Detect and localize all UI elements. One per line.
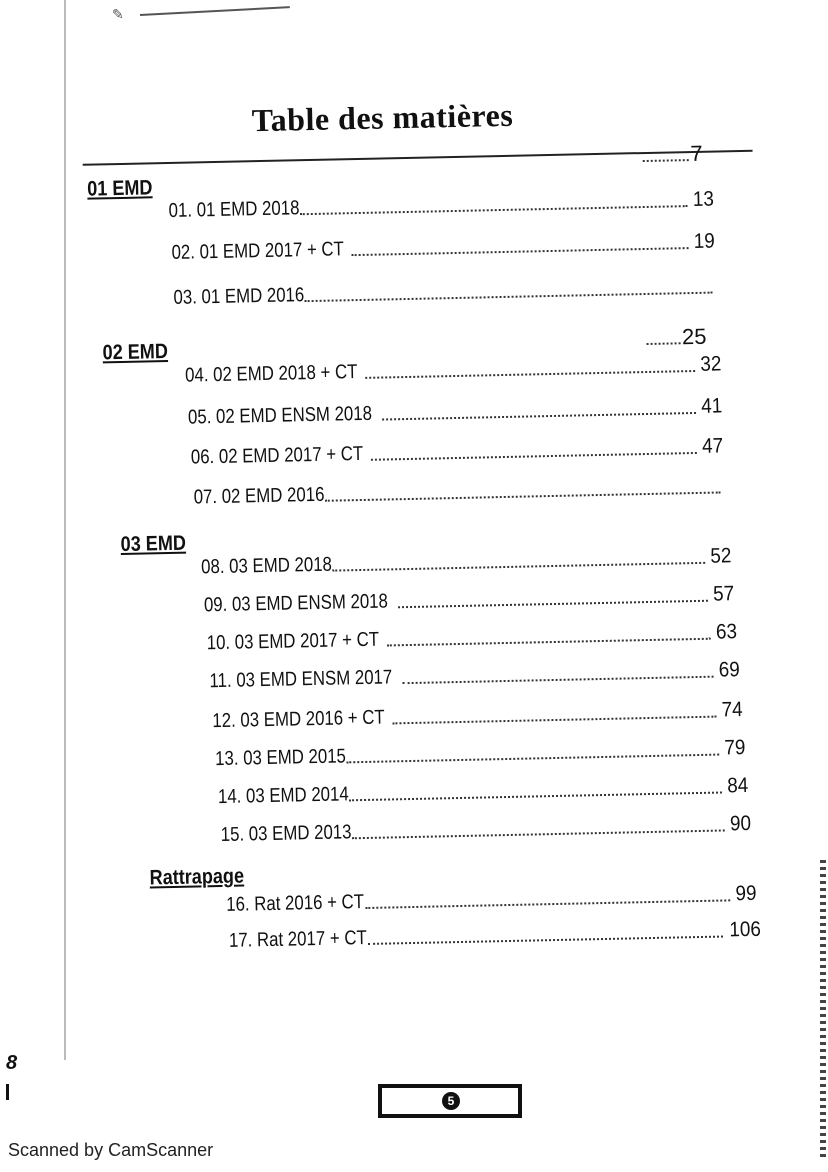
- toc-entry[interactable]: [209, 658, 739, 693]
- toc-entry-page: 74: [720, 698, 743, 722]
- toc-entry[interactable]: [193, 474, 723, 509]
- section-page[interactable]: [646, 324, 707, 351]
- toc-entry[interactable]: [191, 434, 723, 469]
- toc-entry-page: 19: [693, 229, 715, 253]
- toc-entry-label: 05. 02 EMD ENSM 2018: [187, 402, 373, 429]
- toc-entry-label: 10. 03 EMD 2017 + CT: [206, 628, 380, 655]
- toc-entry[interactable]: [206, 620, 736, 655]
- toc-entry-label: 14. 03 EMD 2014: [217, 783, 349, 809]
- toc-entry-page: 52: [709, 544, 732, 568]
- dot-leader: [352, 247, 688, 256]
- toc-entry-label: 04. 02 EMD 2018 + CT: [184, 361, 358, 387]
- toc-entry-page: 69: [718, 658, 740, 682]
- margin-bar: [6, 1084, 9, 1100]
- toc-entry-label: 03. 01 EMD 2016: [173, 284, 305, 309]
- dot-leader: [324, 491, 720, 501]
- toc-entry[interactable]: [229, 918, 761, 953]
- dot-leader: [365, 899, 730, 909]
- toc-entry[interactable]: [201, 544, 731, 579]
- dot-leader: [647, 342, 681, 345]
- dot-leader: [332, 562, 705, 572]
- toc-entry[interactable]: [168, 188, 713, 223]
- toc-entry-label: 01. 01 EMD 2018: [168, 197, 300, 222]
- toc-entry[interactable]: [218, 774, 748, 809]
- page-number: 5: [442, 1092, 460, 1110]
- page-right-edge: [820, 860, 826, 1160]
- toc-entry[interactable]: [221, 812, 751, 847]
- toc-entry-label: 12. 03 EMD 2016 + CT: [212, 706, 385, 733]
- page-title: Table des matières: [251, 96, 514, 139]
- toc-entry-page: 13: [692, 187, 714, 211]
- toc-entry-label: 09. 03 EMD ENSM 2018: [203, 590, 389, 617]
- toc-entry[interactable]: [215, 736, 745, 771]
- toc-entry-page: 90: [729, 811, 751, 836]
- section-page[interactable]: [642, 141, 703, 168]
- section-heading[interactable]: Rattrapage: [149, 864, 245, 890]
- toc-entry-label: 16. Rat 2016 + CT: [226, 891, 365, 916]
- section-heading[interactable]: 02 EMD: [102, 340, 169, 365]
- dot-leader: [351, 829, 724, 839]
- toc-entry-page: 63: [715, 620, 737, 644]
- toc-entry[interactable]: [185, 352, 721, 387]
- dot-leader: [368, 936, 723, 945]
- dot-leader: [643, 159, 689, 162]
- toc-entry-page: 99: [734, 881, 757, 906]
- section-page-number: 7: [690, 140, 703, 167]
- toc-entry-page: 84: [726, 773, 749, 798]
- toc-entry-label: 13. 03 EMD 2015: [214, 745, 347, 771]
- toc-entry-page: 106: [729, 917, 762, 942]
- toc-entry-page: 47: [701, 434, 723, 458]
- dot-leader: [346, 754, 719, 764]
- toc-entry[interactable]: [204, 582, 734, 617]
- dot-leader: [299, 205, 687, 215]
- toc-entry-label: 17. Rat 2017 + CT: [228, 926, 367, 952]
- toc-entry-page: 41: [700, 394, 723, 418]
- scan-edge-top: [140, 6, 290, 16]
- toc-entry-label: 02. 01 EMD 2017 + CT: [171, 238, 345, 264]
- toc-entry-label: 08. 03 EMD 2018: [200, 553, 333, 579]
- scanner-watermark: Scanned by CamScanner: [8, 1140, 214, 1160]
- toc-entry[interactable]: [226, 882, 756, 917]
- toc-entry-label: 11. 03 EMD ENSM 2017: [209, 666, 393, 693]
- section-heading[interactable]: 03 EMD: [120, 531, 187, 557]
- toc-entry-label: 06. 02 EMD 2017 + CT: [190, 442, 364, 469]
- toc-entry[interactable]: [212, 698, 742, 733]
- toc-entry[interactable]: [171, 230, 714, 265]
- dot-leader: [387, 638, 711, 647]
- dot-leader: [365, 370, 695, 379]
- section-heading[interactable]: 01 EMD: [86, 176, 153, 201]
- scan-mark: ✎: [112, 6, 124, 22]
- dot-leader: [371, 452, 697, 461]
- toc-entry-page: 57: [712, 582, 735, 606]
- dot-leader: [398, 600, 708, 608]
- toc-entry[interactable]: [173, 275, 715, 310]
- dot-leader: [349, 792, 722, 802]
- dot-leader: [382, 412, 696, 421]
- toc-entry[interactable]: [188, 394, 722, 429]
- toc-entry-page: 79: [723, 736, 746, 760]
- toc-page: [70, 22, 781, 1066]
- toc-entry-label: 15. 03 EMD 2013: [220, 821, 352, 847]
- margin-mark: 8: [6, 1052, 18, 1074]
- section-page-number: 25: [681, 323, 707, 350]
- toc-entry-page: 32: [699, 352, 722, 376]
- page-left-edge: [64, 0, 66, 1060]
- toc-entry-label: 07. 02 EMD 2016: [193, 483, 325, 509]
- dot-leader: [393, 716, 717, 725]
- dot-leader: [304, 292, 712, 303]
- page-number-box: [378, 1084, 522, 1118]
- dot-leader: [402, 676, 713, 685]
